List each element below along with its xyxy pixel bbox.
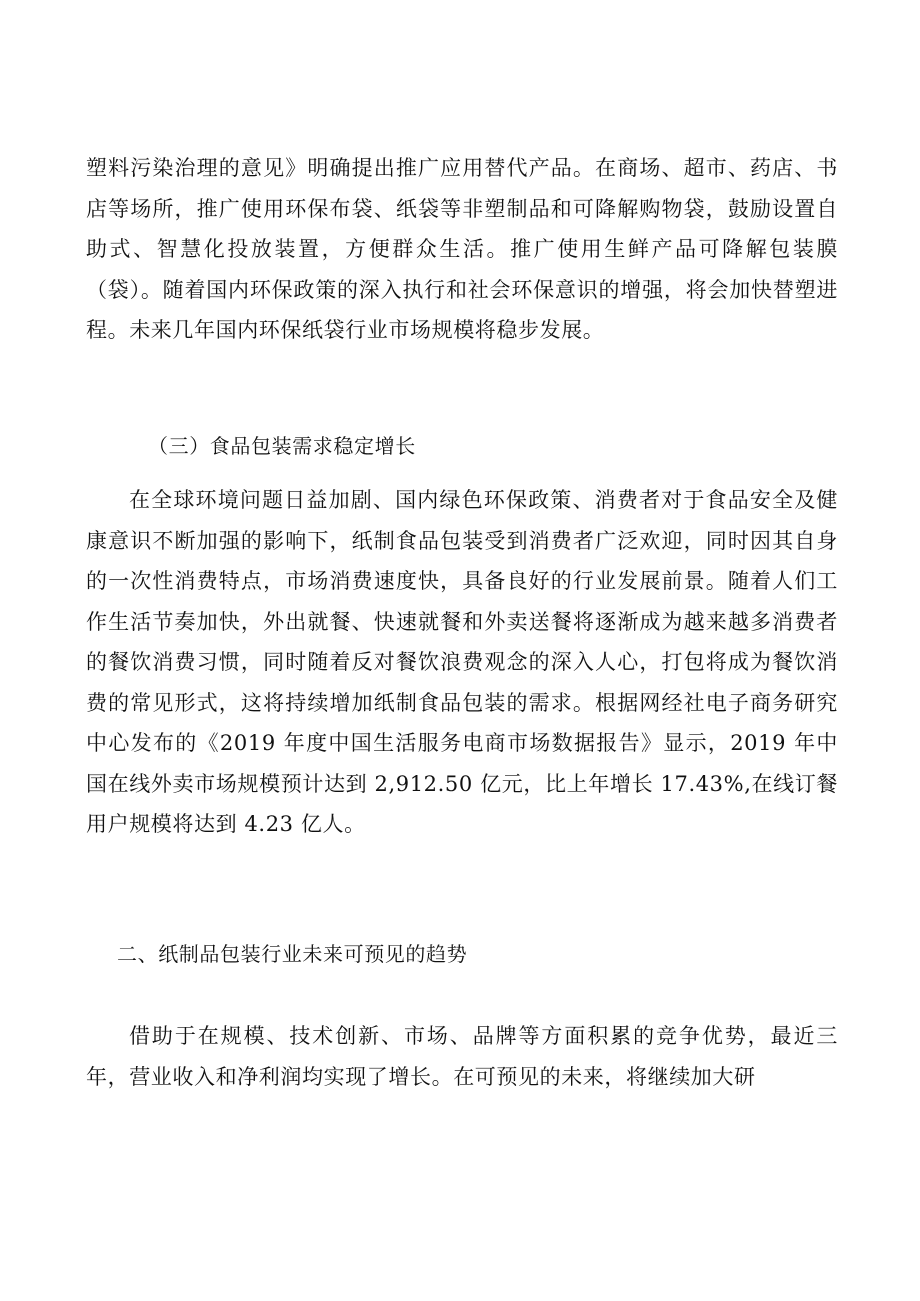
section-heading: 二、纸制品包装行业未来可预见的趋势 [117, 942, 468, 966]
section-subheading: （三）食品包装需求稳定增长 [148, 434, 416, 458]
body-paragraph: 在全球环境问题日益加剧、国内绿色环保政策、消费者对于食品安全及健康意识不断加强的影响下，纸制食品包装受到消费者广泛欢迎，同时因其自身的一次性消费特点，市场消费速度快，具备良好的行业发展前景。随着人们工作生活节奏加快，外出就餐、快速就餐和外卖送餐将逐渐成为越来越多消费者的餐饮消费习惯，同时随着反对餐饮浪费观念的深入人心，打包将成为餐饮消费的常见形式，这将持续增加纸制食品包装的需求。根据网经社电子商务研究中心发布的《2019 年度中国生活服务电商市场数据报告》显示，2019 年中国在线外卖市场规模预计达到 2,912.50 亿元，比上年增长 17.43%,在线订餐用户规模将达到 4.23 亿人。 [86, 488, 838, 836]
body-paragraph: 塑料污染治理的意见》明确提出推广应用替代产品。在商场、超市、药店、书店等场所，推广使用环保布袋、纸袋等非塑制品和可降解购物袋，鼓励设置自助式、智慧化投放装置，方便群众生活。推广使用生鲜产品可降解包装膜（袋）。随着国内环保政策的深入执行和社会环保意识的增强，将会加快替塑进程。未来几年国内环保纸袋行业市场规模将稳步发展。 [86, 156, 838, 342]
body-paragraph: 借助于在规模、技术创新、市场、品牌等方面积累的竞争优势，最近三年，营业收入和净利润均实现了增长。在可预见的未来，将继续加大研 [86, 1024, 838, 1089]
